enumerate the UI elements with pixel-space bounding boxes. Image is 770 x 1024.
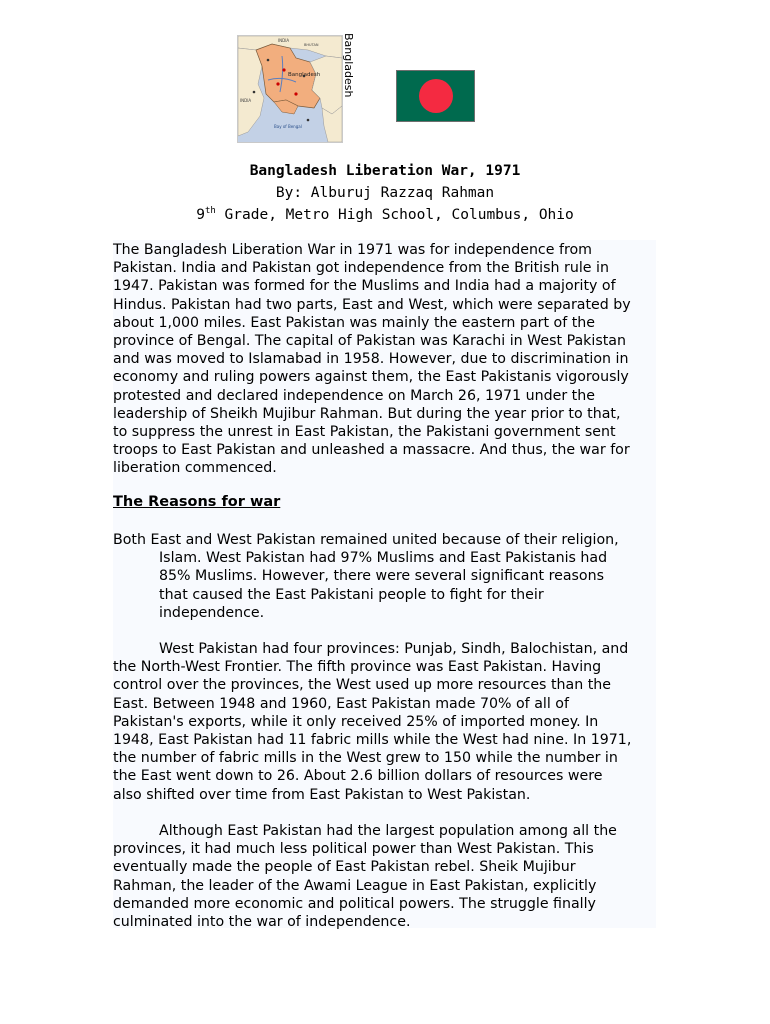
page-title: Bangladesh Liberation War, 1971 [249,163,521,179]
text-line: Rahman, the leader of the Awami League in East Pakistan, explicitly [113,877,597,894]
politics-paragraph [113,822,663,931]
text-line: province of Bengal. The capital of Pakistan was Karachi in West Pakistan [113,332,626,349]
text-line: economy and ruling powers against them, the East Pakistanis vigorously [113,369,629,386]
text-line: Pakistan. India and Pakistan got independence from the British rule in [113,260,609,277]
text-line: protested and declared independence on March 26, 1971 under the [113,387,595,404]
text-line: also shifted over time from East Pakistan to West Pakistan. [113,786,531,803]
map-graphic [238,36,342,142]
text-line: Pakistan's exports, while it only received 25% of imported money. In [113,713,599,730]
text-line: Hindus. Pakistan had two parts, East and West, which were separated by [113,296,631,313]
flag-graphic [397,71,474,121]
bangladesh-map-image [237,35,343,143]
text-line: eventually made the people of East Pakistan rebel. Sheik Mujibur [113,859,576,876]
text-line: culminated into the war of independence. [113,913,411,930]
text-line: the number of fabric mills in the West grew to 150 while the number in [113,750,618,767]
grade-number: 9 [196,207,205,223]
text-line: control over the provinces, the West used up more resources than the [113,677,611,694]
text-line: leadership of Sheikh Mujibur Rahman. But during the year prior to that, [113,405,621,422]
text-line: to suppress the unrest in East Pakistan, the Pakistani government sent [113,423,616,440]
text-line: 1948, East Pakistan had 11 fabric mills while the West had nine. In 1971, [113,731,632,748]
text-line: the East went down to 26. About 2.6 billion dollars of resources were [113,768,603,785]
text-line: Both East and West Pakistan remained united because of their religion, [113,532,619,548]
flag-disc [419,79,453,113]
map-side-label: Bangladesh [342,33,355,98]
text-line: independence. [159,604,265,621]
text-line: the North-West Frontier. The fifth province was East Pakistan. Having [113,659,602,676]
intro-paragraph [113,241,663,477]
text-line: 85% Muslims. However, there were several significant reasons [159,568,604,585]
grade-suffix: th [204,206,216,216]
grade-line [0,204,770,226]
title-block [0,160,770,226]
text-line: liberation commenced. [113,460,277,477]
text-line: West Pakistan had four provinces: Punjab, Sindh, Balochistan, and [159,641,629,657]
grade-rest: Grade, Metro High School, Columbus, Ohio [215,207,574,223]
text-line: troops to East Pakistan and unleashed a massacre. And thus, the war for [113,442,630,459]
map-label-india-top: INDIA [278,38,290,43]
map-label-bay: Bay of Bengal [274,124,302,129]
text-line: provinces, it had much less political power than West Pakistan. This [113,841,594,858]
reasons-intro-paragraph [113,531,663,622]
text-line: East. Between 1948 and 1960, East Pakistan made 70% of all of [113,695,569,712]
map-label-india-left: INDIA [240,98,252,103]
bangladesh-flag-image [396,70,475,122]
text-line: that caused the East Pakistani people to fight for their [159,586,544,603]
text-line: Islam. West Pakistan had 97% Muslims and East Pakistanis had [159,550,608,567]
map-label-bhutan: BHUTAN [304,43,319,47]
text-line: Although East Pakistan had the largest population among all the [159,823,617,839]
map-label-country: Bangladesh [288,72,321,78]
text-line: 1947. Pakistan was formed for the Muslims and India had a majority of [113,278,616,295]
text-line: and was moved to Islamabad in 1958. However, due to discrimination in [113,351,629,368]
reasons-heading: The Reasons for war [113,494,281,510]
text-line: about 1,000 miles. East Pakistan was mainly the eastern part of the [113,314,596,331]
text-line: The Bangladesh Liberation War in 1971 was for independence from [113,242,592,258]
economy-paragraph [113,640,663,804]
byline: By: Alburuj Razzaq Rahman [275,185,495,201]
text-line: demanded more economic and political powers. The struggle finally [113,895,596,912]
